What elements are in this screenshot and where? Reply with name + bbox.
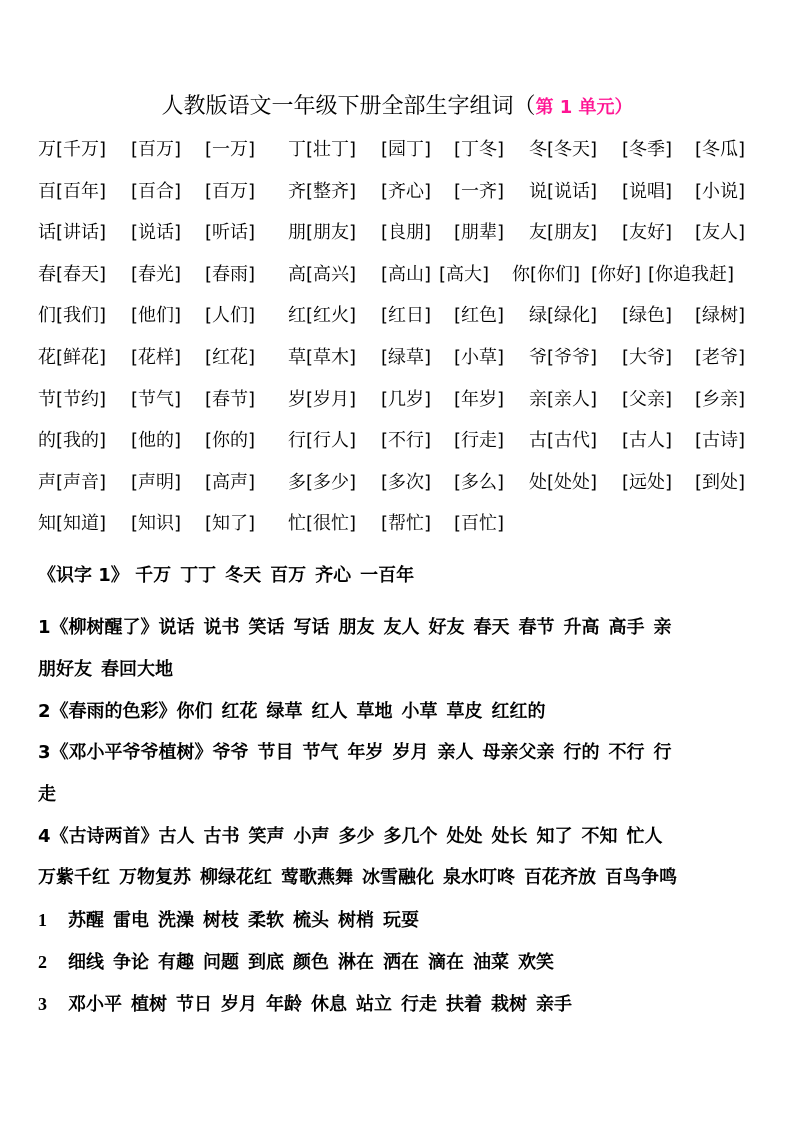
grid-word-entry: [声明] [131,471,182,493]
grid-char-entry: 忙[很忙] [288,513,357,535]
word: 你们 [176,701,213,722]
grid-word-entry: [听话] [205,222,256,244]
lesson2-words [177,701,555,722]
grid-word-entry: [乡亲] [695,388,746,410]
grid-word-entry: [一万] [205,139,256,160]
word: 梳头 [293,910,329,931]
word: 冰雪融化 [362,867,434,888]
grid-word-entry: [友人] [695,222,746,244]
grid-char-entry: 草[草木] [288,346,357,368]
grid-char-entry: 春[春天] [38,263,107,285]
word: 小草 [401,701,438,722]
grid-char-entry: 百[百年] [38,180,107,202]
grid-char-entry: 朋[朋友] [288,222,357,244]
grid-char-entry: 行[行人] [288,430,357,452]
reading-words-line [38,989,768,1020]
grid-word-entry: [园丁] [381,139,432,160]
word: 春天 [473,617,510,638]
grid-char-entry: 绿[绿化] [529,305,598,327]
grid-word-entry: [他们] [131,305,182,327]
grid-row [38,301,758,343]
lesson1-words-line2 [38,659,182,680]
reading-line-number: 2 [38,952,47,972]
word: 升高 [563,617,600,638]
grid-char-entry: 友[朋友] [529,222,598,244]
word: 玩耍 [383,910,419,931]
word: 洒在 [383,952,419,973]
lesson4-heading: 4《古诗两首》 [38,826,159,847]
grid-word-entry: [老爷] [695,346,746,368]
lesson2-section [38,697,768,727]
word: 知了 [536,826,573,847]
grid-row [38,177,758,219]
grid-word-entry: [一齐] [454,180,505,202]
word: 古人 [158,826,195,847]
grid-word-entry: [绿草] [381,346,432,368]
grid-word-entry: [说话] [131,222,182,244]
word: 说话 [158,617,195,638]
grid-word-entry: [知了] [205,513,256,535]
word: 朋友 [338,617,375,638]
word: 栽树 [491,994,527,1015]
grid-word-entry: [父亲] [622,388,673,410]
grid-word-entry: [不行] [381,430,432,452]
word: 冬天 [225,565,262,586]
grid-char-entry: 冬[冬天] [529,139,598,160]
word: 笑声 [248,826,285,847]
word: 莺歌燕舞 [281,867,353,888]
word: 一百年 [360,565,415,586]
grid-char-entry: 知[知道] [38,513,107,535]
grid-word-entry: [红色] [454,305,505,327]
word: 柔软 [248,910,284,931]
grid-word-entry: [花样] [131,346,182,368]
word: 好友 [428,617,465,638]
lesson2-heading: 2《春雨的色彩》 [38,701,177,722]
grid-word-entry: [友好] [622,222,673,244]
grid-char-entry: 说[说话] [529,180,598,202]
grid-char-entry: 们[我们] [38,305,107,327]
grid-char-entry: 高[高兴] [288,263,357,285]
word: 颜色 [293,952,329,973]
lesson1-heading: 1《柳树醒了》 [38,617,159,638]
title-close: ） [614,97,633,118]
lesson1-words-line1 [159,617,681,638]
word: 多几个 [383,826,438,847]
grid-word-entry: [齐心] [381,180,432,202]
word: 油菜 [473,952,509,973]
title-unit-label: 第 1 单元 [535,97,615,118]
grid-word-entry: [高声] [205,471,256,493]
word: 处处 [446,826,483,847]
shizi-heading: 《识字 1》 [38,565,129,586]
grid-char-entry: 红[红火] [288,305,357,327]
word: 节日 [176,994,212,1015]
word: 亲手 [536,994,572,1015]
grid-word-entry: [说唱] [622,180,673,202]
word: 问题 [203,952,239,973]
word: 走 [38,784,56,805]
grid-word-entry: [高山] [381,263,432,285]
grid-word-entry: [春节] [205,388,256,410]
grid-char-entry: 声[声音] [38,471,107,493]
word: 忙人 [626,826,663,847]
word: 柳绿花红 [200,867,272,888]
word: 友人 [383,617,420,638]
lesson3-heading: 3《邓小平爷爷植树》 [38,742,213,763]
grid-word-entry: [小说] [695,180,746,202]
grid-word-entry: [帮忙] [381,513,432,535]
word: 齐心 [315,565,352,586]
grid-char-entry: 节[节约] [38,388,107,410]
word: 岁月 [221,994,257,1015]
word: 万物复苏 [119,867,191,888]
word: 丁丁 [180,565,217,586]
word: 古书 [203,826,240,847]
grid-char-entry: 的[我的] [38,430,107,452]
grid-word-entry: [节气] [131,388,182,410]
word: 树枝 [203,910,239,931]
grid-word-entry: [你的] [205,430,256,452]
word: 春回大地 [101,659,173,680]
grid-word-entry: [良朋] [381,222,432,244]
grid-row [38,509,758,551]
word: 草地 [356,701,393,722]
grid-word-entry: [丁冬] [454,139,505,160]
word: 草皮 [446,701,483,722]
grid-word-entry: [他的] [131,430,182,452]
grid-word-entry: [百忙] [454,513,505,535]
title-main: 人教版语文一年级下册全部生字组词（ [161,94,536,119]
grid-char-entry: 岁[岁月] [288,388,357,410]
grid-word-entry: [年岁] [454,388,505,410]
grid-word-entry: [红日] [381,305,432,327]
word: 小声 [293,826,330,847]
grid-word-entry: [你追我赶] [648,263,735,285]
word: 百花齐放 [524,867,596,888]
grid-word-entry: [古诗] [695,430,746,452]
word: 爷爷 [212,742,249,763]
word: 百万 [270,565,307,586]
grid-word-entry: [几岁] [381,388,432,410]
word: 亲人 [437,742,474,763]
word: 春节 [518,617,555,638]
word: 欢笑 [518,952,554,973]
reading-words-line [38,947,768,978]
word: 年岁 [347,742,384,763]
grid-word-entry: [冬季] [622,139,673,160]
word: 红花 [221,701,258,722]
lesson4-words-line1 [159,826,672,847]
grid-word-entry: [百合] [131,180,182,202]
grid-word-entry: [高大] [439,263,490,285]
word: 树梢 [338,910,374,931]
grid-row [38,385,758,427]
word: 休息 [311,994,347,1015]
grid-char-entry: 话[讲话] [38,222,107,244]
word: 写话 [293,617,330,638]
lesson3-words-line1 [213,742,681,763]
word: 滴在 [428,952,464,973]
word: 站立 [356,994,392,1015]
word: 行 [653,742,672,763]
word: 到底 [248,952,284,973]
word: 苏醒 [68,910,104,931]
grid-word-entry: [绿树] [695,305,746,327]
word: 节目 [257,742,294,763]
grid-word-entry: [小草] [454,346,505,368]
word: 年龄 [266,994,302,1015]
word: 说书 [203,617,240,638]
word: 百鸟争鸣 [605,867,677,888]
grid-char-entry: 处[处处] [529,471,598,493]
grid-char-entry: 齐[整齐] [288,180,357,202]
grid-word-entry: [行走] [454,430,505,452]
word: 岁月 [392,742,429,763]
word: 雷电 [113,910,149,931]
lesson3-section [38,738,768,810]
grid-word-entry: [多次] [381,471,432,493]
grid-word-entry: [古人] [622,430,673,452]
word: 有趣 [158,952,194,973]
word: 万紫千红 [38,867,110,888]
grid-word-entry: [红花] [205,346,256,368]
word: 不行 [608,742,645,763]
grid-word-entry: [远处] [622,471,673,493]
grid-char-entry: 花[鲜花] [38,346,107,368]
grid-word-entry: [春光] [131,263,182,285]
shizi-section [38,561,768,591]
word: 红红的 [491,701,546,722]
grid-char-entry: 古[古代] [529,430,598,452]
grid-word-entry: [春雨] [205,263,256,285]
grid-word-entry: [百万] [131,139,182,160]
grid-word-entry: [人们] [205,305,256,327]
word: 洗澡 [158,910,194,931]
word: 千万 [135,565,172,586]
reading-words-section [38,905,768,1020]
grid-word-entry: [朋辈] [454,222,505,244]
word: 争论 [113,952,149,973]
reading-words-line [38,905,768,936]
grid-word-entry: [知识] [131,513,182,535]
reading-line-number: 1 [38,910,47,930]
word: 朋好友 [38,659,92,680]
word: 泉水叮咚 [443,867,515,888]
char-word-grid [38,135,758,551]
shizi-words [135,565,423,586]
word: 淋在 [338,952,374,973]
word: 行的 [563,742,600,763]
lesson3-words-line2 [38,784,65,805]
grid-char-entry: 丁[壮丁] [288,139,357,160]
grid-char-entry: 多[多少] [288,471,357,493]
word: 行走 [401,994,437,1015]
word: 处长 [491,826,528,847]
grid-row [38,260,758,302]
grid-char-entry: 亲[亲人] [529,388,598,410]
grid-word-entry: [百万] [205,180,256,202]
grid-char-entry: 万[千万] [38,139,107,160]
grid-word-entry: [大爷] [622,346,673,368]
word: 母亲父亲 [482,742,555,763]
reading-line-number: 3 [38,994,47,1014]
word: 细线 [68,952,104,973]
grid-row [38,426,758,468]
word: 绿草 [266,701,303,722]
lesson4-words-line2 [38,867,686,888]
lesson1-section [38,613,768,685]
grid-char-entry: 爷[爷爷] [529,346,598,368]
word: 节气 [302,742,339,763]
grid-row [38,135,758,177]
grid-word-entry: [多么] [454,471,505,493]
grid-row [38,468,758,510]
grid-word-entry: [绿色] [622,305,673,327]
word: 高手 [608,617,645,638]
word: 不知 [581,826,618,847]
grid-word-entry: [你好] [591,263,642,285]
grid-word-entry: [到处] [695,471,746,493]
word: 亲 [653,617,672,638]
word: 植树 [131,994,167,1015]
grid-char-entry: 你[你们] [512,263,581,285]
word: 笑话 [248,617,285,638]
grid-word-entry: [冬瓜] [695,139,746,160]
word: 扶着 [446,994,482,1015]
lesson4-section [38,822,768,893]
word: 邓小平 [68,994,122,1015]
word: 多少 [338,826,375,847]
word: 红人 [311,701,348,722]
grid-row [38,343,758,385]
page-title [0,92,794,123]
grid-row [38,218,758,260]
